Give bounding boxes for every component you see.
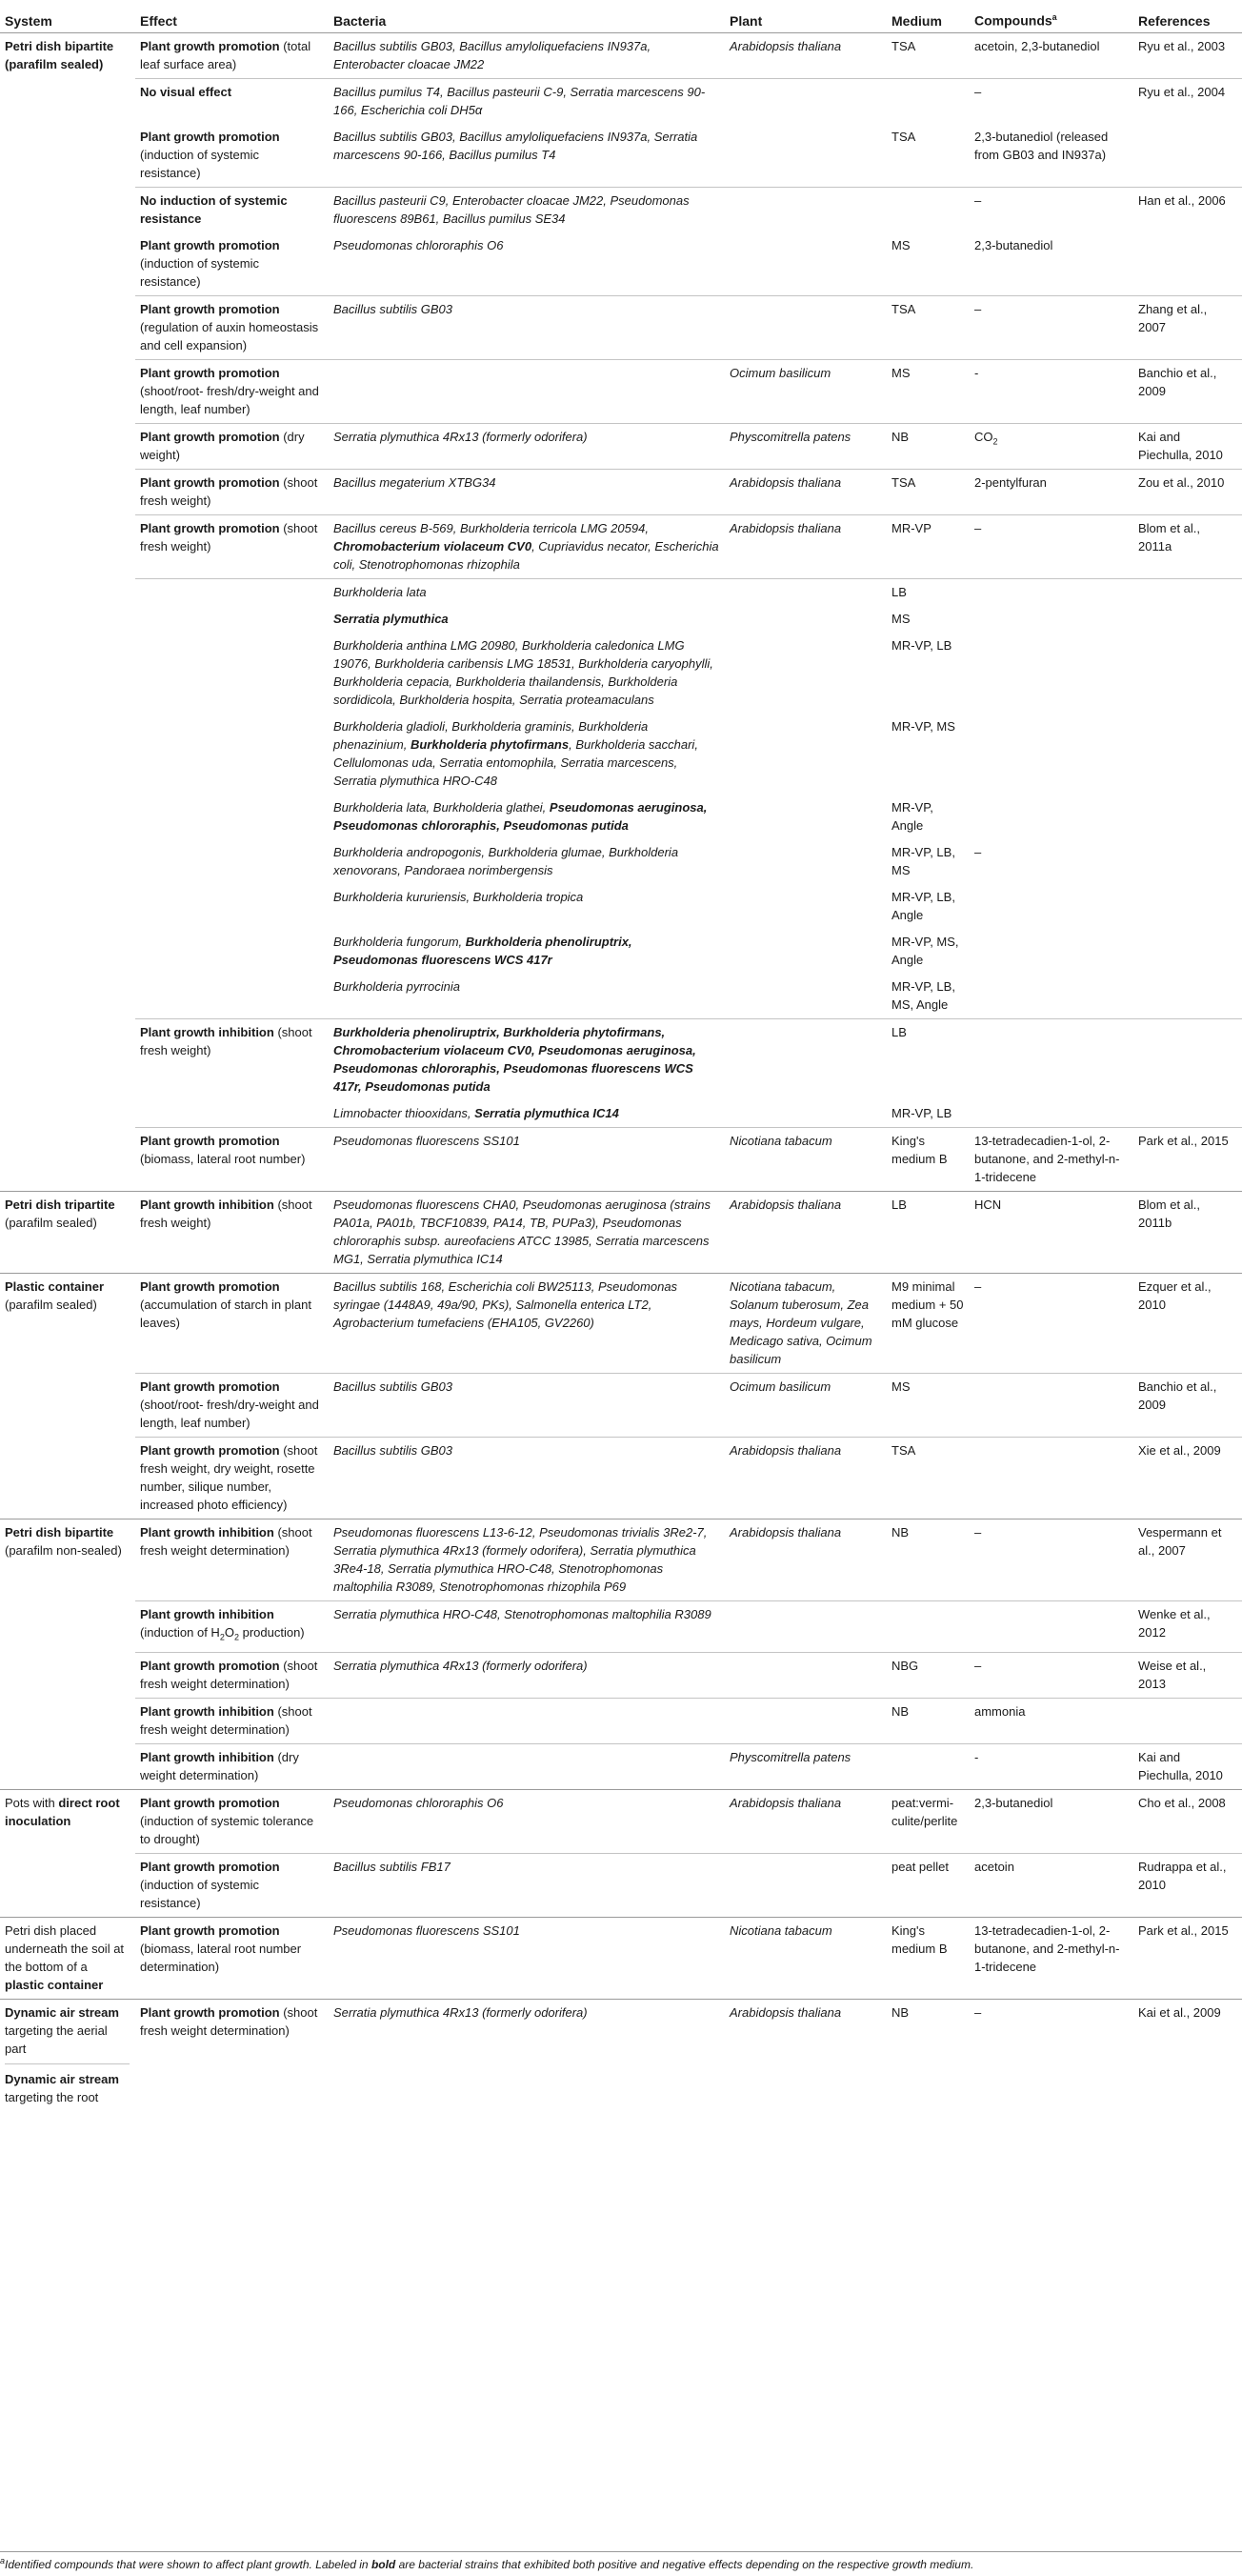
effect-label: Plant growth promotion	[140, 1658, 280, 1673]
header-system: System	[0, 0, 135, 33]
system-label: plastic container	[5, 1977, 104, 1992]
effect-detail: (induction of systemic resistance)	[140, 256, 259, 289]
effect-label: Plant growth inhibition	[140, 1607, 274, 1621]
bacteria-text: Bacillus cereus B-569, Burkholderia terricola LMG 20594,	[333, 521, 649, 535]
system-detail: (parafilm non-sealed)	[5, 1543, 122, 1558]
bacteria-cell: Serratia plymuthica 4Rx13 (formerly odorifera)	[329, 1999, 725, 2111]
compound-text: CO	[974, 430, 993, 444]
plant-cell: Arabidopsis thaliana	[725, 1789, 887, 1853]
effect-cell	[135, 470, 329, 515]
effect-detail: (shoot fresh weight)	[140, 1025, 312, 1057]
effect-label: No visual effect	[140, 85, 232, 99]
reference-cell: Zhang et al., 2007	[1133, 296, 1242, 360]
table-row	[0, 1519, 1242, 1601]
effect-label: Plant growth promotion	[140, 1379, 280, 1394]
system-cell: Petri dish bipartite (parafilm sealed)	[5, 39, 114, 71]
compounds-cell: –	[970, 79, 1133, 125]
effect-label: Plant growth promotion	[140, 1922, 280, 1938]
medium-cell: MR-VP, MS, Angle	[891, 935, 959, 967]
system-cell	[0, 1519, 135, 1601]
table-row	[0, 1438, 1242, 1519]
table-header-row	[0, 0, 1242, 33]
plant-cell: Arabidopsis thaliana	[725, 515, 887, 579]
reference-cell: Kai and Piechulla, 2010	[1133, 1743, 1242, 1789]
effect-label: Plant growth promotion	[140, 1279, 280, 1294]
effect-detail: (biomass, lateral root number)	[140, 1152, 306, 1166]
compounds-cell: 2,3-butanediol (released from GB03 and IN937a)	[974, 130, 1109, 162]
table-row	[0, 1128, 1242, 1192]
effect-cell	[135, 360, 329, 424]
medium-cell: MR-VP, LB	[891, 1106, 952, 1120]
medium-cell: NB	[887, 1698, 970, 1743]
reference-cell: Ezquer et al., 2010	[1133, 1274, 1242, 1374]
system-detail: (parafilm sealed)	[5, 1298, 97, 1312]
header-compounds-sup: a	[1052, 12, 1057, 23]
compounds-cell: –	[970, 296, 1133, 360]
reference-cell: Kai and Piechulla, 2010	[1133, 424, 1242, 470]
effect-label: Plant growth promotion	[140, 238, 280, 252]
table-row	[0, 232, 1242, 296]
effect-label: Plant growth promotion	[140, 130, 280, 144]
table-row	[0, 839, 1242, 884]
compounds-cell: -	[970, 1743, 1133, 1789]
table-row	[0, 795, 1242, 839]
bacteria-cell: Bacillus subtilis FB17	[329, 1853, 725, 1917]
table-row	[0, 1601, 1242, 1653]
bacteria-bold-text: Serratia plymuthica IC14	[474, 1106, 619, 1120]
system-cell	[0, 1192, 135, 1274]
table-row	[0, 1019, 1242, 1101]
effect-detail: (induction of systemic tolerance to drought)	[140, 1813, 314, 1846]
system-label: direct root inoculation	[5, 1795, 120, 1828]
effect-detail: (total leaf surface area)	[140, 39, 311, 71]
effect-label: Plant growth promotion	[140, 2004, 280, 2020]
compounds-cell: 13-tetradecadien-1-ol, 2-butanone, and 2-methyl-n-1-tridecene	[970, 1917, 1133, 1999]
system-detail: targeting the aerial part	[5, 2023, 108, 2056]
system-cell	[0, 1274, 135, 1374]
footnote-text: are bacterial strains that exhibited both positive and negative effects depending on the respective growth medium.	[395, 2558, 974, 2571]
medium-cell: LB	[887, 1192, 970, 1274]
table-row	[0, 714, 1242, 795]
effect-cell	[135, 1601, 329, 1653]
system-subcell	[5, 2070, 130, 2106]
reference-cell: Wenke et al., 2012	[1133, 1601, 1242, 1653]
bacteria-cell: Bacillus subtilis GB03, Bacillus amyloliquefaciens IN937a, Enterobacter cloacae JM22	[333, 39, 651, 71]
effect-detail: (biomass, lateral root number determination)	[140, 1941, 302, 1974]
compounds-cell: acetoin	[970, 1853, 1133, 1917]
bacteria-cell	[329, 1100, 725, 1128]
effect-cell	[135, 1519, 329, 1601]
bacteria-cell: Bacillus megaterium XTBG34	[329, 470, 725, 515]
effect-label: Plant growth promotion	[140, 475, 280, 490]
compounds-cell: –	[974, 845, 982, 859]
compounds-cell: –	[970, 1519, 1133, 1601]
plant-cell: Arabidopsis thaliana	[725, 1519, 887, 1601]
table-row	[0, 1853, 1242, 1917]
header-compounds	[970, 0, 1133, 33]
effect-cell	[135, 79, 329, 125]
compounds-cell: –	[970, 1999, 1133, 2111]
reference-cell: Banchio et al., 2009	[1133, 1374, 1242, 1438]
effect-detail: (shoot fresh weight determination)	[140, 1703, 312, 1737]
table-row	[0, 1652, 1242, 1698]
medium-cell: TSA	[887, 296, 970, 360]
system-detail: Petri dish placed underneath the soil at the bottom of a	[5, 1922, 125, 1974]
system-label: Petri dish tripartite	[5, 1197, 115, 1212]
effect-cell	[135, 1192, 329, 1274]
table-row	[0, 929, 1242, 974]
medium-cell: LB	[887, 1019, 970, 1101]
header-bacteria: Bacteria	[329, 0, 725, 33]
system-cell	[0, 1789, 135, 1853]
reference-cell: Blom et al., 2011b	[1133, 1192, 1242, 1274]
medium-cell: LB	[887, 579, 970, 607]
effect-label: Plant growth promotion	[140, 430, 280, 444]
plant-cell: Ocimum basilicum	[725, 360, 887, 424]
bacteria-cell: Pseudomonas fluorescens SS101	[329, 1917, 725, 1999]
bacteria-cell	[329, 795, 725, 839]
compounds-cell: 2,3-butanediol	[974, 238, 1053, 252]
table-row	[0, 1192, 1242, 1274]
effect-detail: (shoot fresh weight determination)	[140, 1658, 318, 1691]
effect-cell	[135, 232, 329, 296]
medium-cell: peat pellet	[887, 1853, 970, 1917]
medium-cell: MS	[887, 1374, 970, 1438]
table-row	[0, 1743, 1242, 1789]
table-row	[0, 1274, 1242, 1374]
plant-cell: Nicotiana tabacum	[725, 1128, 887, 1192]
system-cell	[0, 1917, 135, 1999]
medium-cell: TSA	[887, 470, 970, 515]
bacteria-bold-text: Pseudomonas aeruginosa, Pseudomonas chlororaphis, Pseudomonas putida	[333, 800, 708, 833]
system-label: Dynamic air stream	[5, 2004, 119, 2020]
effect-cell	[135, 515, 329, 579]
table-row	[0, 124, 1242, 188]
bacteria-cell	[329, 1019, 725, 1101]
compounds-cell: –	[970, 515, 1133, 579]
medium-cell: MR-VP, LB, MS	[891, 845, 955, 877]
bacteria-text: Limnobacter thiooxidans,	[333, 1106, 475, 1120]
reference-cell: Xie et al., 2009	[1133, 1438, 1242, 1519]
effect-detail: (shoot/root- fresh/dry-weight and length, leaf number)	[140, 1398, 319, 1430]
system-subcell	[5, 2003, 130, 2064]
table-row	[0, 188, 1242, 233]
medium-cell: MR-VP, LB	[891, 638, 952, 653]
bacteria-text: , Burkholderia sacchari, Cellulomonas uda, Serratia entomophila, Serratia marcescens, Serratia plymuthica HRO-C48	[333, 737, 698, 788]
effect-cell	[135, 124, 329, 188]
effect-cell	[135, 1789, 329, 1853]
effect-label: Plant growth inhibition	[140, 1525, 274, 1540]
reference-cell: Weise et al., 2013	[1133, 1652, 1242, 1698]
compounds-cell: 2,3-butanediol	[970, 1789, 1133, 1853]
effect-cell	[135, 1652, 329, 1698]
plant-cell: Arabidopsis thaliana	[725, 1438, 887, 1519]
compounds-cell: 2-pentylfuran	[970, 470, 1133, 515]
bacteria-cell: Bacillus subtilis GB03	[329, 296, 725, 360]
system-cell	[0, 1999, 135, 2111]
effect-detail: (shoot fresh weight determination)	[140, 1525, 312, 1558]
effect-detail: (induction of systemic resistance)	[140, 148, 259, 180]
compounds-cell: 13-tetradecadien-1-ol, 2-butanone, and 2-methyl-n-1-tridecene	[970, 1128, 1133, 1192]
reference-cell: Park et al., 2015	[1133, 1128, 1242, 1192]
effect-label: No induction of systemic resistance	[140, 193, 288, 226]
table-row	[0, 1999, 1242, 2111]
effect-cell	[135, 1999, 329, 2111]
effect-detail: (dry weight)	[140, 430, 305, 462]
header-effect: Effect	[135, 0, 329, 33]
medium-cell: MS	[887, 360, 970, 424]
header-compounds-label: Compounds	[974, 13, 1052, 29]
plant-cell: Arabidopsis thaliana	[725, 470, 887, 515]
medium-cell: peat:vermi-culite/perlite	[887, 1789, 970, 1853]
medium-cell: NBG	[887, 1652, 970, 1698]
reference-cell: Blom et al., 2011a	[1133, 515, 1242, 579]
bacteria-cell	[329, 929, 725, 974]
effect-cell	[135, 188, 329, 233]
effect-subscript: 2	[233, 1632, 239, 1642]
plant-cell: Nicotiana tabacum	[725, 1917, 887, 1999]
effect-cell	[135, 33, 329, 79]
bacteria-text: Burkholderia lata, Burkholderia glathei,	[333, 800, 550, 815]
table-row	[0, 1698, 1242, 1743]
medium-cell: MS	[891, 612, 911, 626]
effect-cell	[135, 1274, 329, 1374]
reference-cell: Cho et al., 2008	[1133, 1789, 1242, 1853]
bacteria-text: Burkholderia fungorum,	[333, 935, 466, 949]
system-detail: targeting the root	[5, 2089, 99, 2104]
reference-cell: Vespermann et al., 2007	[1133, 1519, 1242, 1601]
effect-detail: (accumulation of starch in plant leaves)	[140, 1298, 311, 1330]
bacteria-cell: Bacillus pumilus T4, Bacillus pasteurii C-9, Serratia marcescens 90-166, Escherichia coli DH5α	[329, 79, 725, 125]
bacteria-text: , Cupriavidus necator, Escherichia coli, Stenotrophomonas rhizophila	[333, 539, 719, 572]
plant-cell: Physcomitrella patens	[725, 1743, 887, 1789]
effect-detail: production)	[238, 1625, 305, 1640]
effect-detail: (shoot/root- fresh/dry-weight and length, leaf number)	[140, 384, 319, 416]
effect-label: Plant growth promotion	[140, 1795, 280, 1810]
header-plant: Plant	[725, 0, 887, 33]
effect-label: Plant growth promotion	[140, 1859, 280, 1874]
compounds-cell: –	[970, 1274, 1133, 1374]
medium-cell: King's medium B	[887, 1917, 970, 1999]
table-footnote	[0, 2551, 1242, 2571]
compounds-cell: HCN	[970, 1192, 1133, 1274]
bacteria-bold-text: Burkholderia phenoliruptrix, Pseudomonas fluorescens WCS 417r	[333, 935, 632, 967]
bacteria-cell: Burkholderia lata	[329, 579, 725, 607]
effect-detail: (shoot fresh weight)	[140, 1197, 312, 1230]
bacteria-cell: Burkholderia andropogonis, Burkholderia glumae, Burkholderia xenovorans, Pandoraea norimbergensis	[333, 845, 679, 877]
effect-label: Plant growth promotion	[140, 366, 280, 380]
table-row	[0, 1374, 1242, 1438]
medium-cell: M9 minimal medium + 50 mM glucose	[887, 1274, 970, 1374]
medium-cell: MS	[891, 238, 911, 252]
plant-cell: Arabidopsis thaliana	[725, 1192, 887, 1274]
compounds-cell	[970, 424, 1133, 470]
table-row	[0, 515, 1242, 579]
plant-cell: Physcomitrella patens	[725, 424, 887, 470]
system-detail: Pots with	[5, 1795, 59, 1810]
system-label: Petri dish bipartite	[5, 1525, 114, 1540]
bacteria-cell: Burkholderia kururiensis, Burkholderia tropica	[333, 890, 584, 904]
header-references: References	[1133, 0, 1242, 33]
footnote-marker: a	[0, 2556, 6, 2566]
effect-detail: (shoot fresh weight)	[140, 521, 318, 553]
reference-cell: Han et al., 2006	[1133, 188, 1242, 233]
table-row	[0, 1100, 1242, 1128]
bacteria-text: Burkholderia gladioli, Burkholderia graminis, Burkholderia phenazinium,	[333, 719, 649, 752]
bacteria-cell: Serratia plymuthica 4Rx13 (formerly odorifera)	[329, 424, 725, 470]
effect-detail: (regulation of auxin homeostasis and cell expansion)	[140, 320, 319, 352]
effect-detail: (induction of systemic resistance)	[140, 1877, 259, 1910]
bacteria-cell: Burkholderia anthina LMG 20980, Burkholderia caledonica LMG 19076, Burkholderia caribensis LMG 18531, Burkholderia caryophylli, Burkholderia cepacia, Burkholderia thailandensis, Burkholderia sordidicola, Burkholderia hospita, Serratia proteamaculans	[333, 638, 713, 707]
effect-label: Plant growth inhibition	[140, 1197, 274, 1212]
medium-cell: MR-VP, Angle	[891, 800, 933, 833]
reference-cell: Banchio et al., 2009	[1133, 360, 1242, 424]
effect-cell	[135, 1019, 329, 1101]
compounds-cell: -	[970, 360, 1133, 424]
plant-cell: Arabidopsis thaliana	[730, 39, 842, 53]
bacteria-cell	[329, 714, 725, 795]
bacteria-bold-text: Chromobacterium violaceum CV0	[333, 539, 532, 553]
header-medium: Medium	[887, 0, 970, 33]
bacteria-cell: Pseudomonas fluorescens SS101	[329, 1128, 725, 1192]
bacteria-cell: Bacillus subtilis GB03, Bacillus amyloliquefaciens IN937a, Serratia marcescens 90-166, Bacillus pumilus T4	[333, 130, 698, 162]
compounds-cell: acetoin, 2,3-butanediol	[974, 39, 1100, 53]
reference-cell: Ryu et al., 2003	[1138, 39, 1226, 53]
effect-label: Plant growth promotion	[140, 302, 280, 316]
effect-cell	[135, 296, 329, 360]
reference-cell: Rudrappa et al., 2010	[1133, 1853, 1242, 1917]
table-row	[0, 1789, 1242, 1853]
bacteria-cell: Bacillus pasteurii C9, Enterobacter cloacae JM22, Pseudomonas fluorescens 89B61, Bacillus pumilus SE34	[329, 188, 725, 233]
effect-detail: (shoot fresh weight determination)	[140, 2004, 318, 2038]
effect-detail: (dry weight determination)	[140, 1749, 299, 1782]
bacteria-cell: Serratia plymuthica HRO-C48, Stenotrophomonas maltophilia R3089	[329, 1601, 725, 1653]
medium-cell: TSA	[891, 130, 916, 144]
medium-cell: NB	[887, 1519, 970, 1601]
compounds-cell: –	[970, 188, 1133, 233]
compound-subscript: 2	[992, 436, 998, 447]
table-row	[0, 296, 1242, 360]
bacteria-bold-text: Serratia plymuthica	[333, 612, 449, 626]
effect-label: Plant growth promotion	[140, 521, 280, 535]
medium-cell: NB	[887, 1999, 970, 2111]
compounds-cell: –	[970, 1652, 1133, 1698]
effect-label: Plant growth inhibition	[140, 1749, 274, 1764]
effect-detail: O	[224, 1625, 234, 1640]
system-label: Dynamic air stream	[5, 2071, 119, 2086]
effect-label: Plant growth inhibition	[140, 1025, 274, 1039]
table-row	[0, 424, 1242, 470]
bacteria-bold-text: Burkholderia phytofirmans	[410, 737, 570, 752]
effect-label: Plant growth promotion	[140, 1134, 280, 1148]
bacteria-cell: Bacillus subtilis 168, Escherichia coli BW25113, Pseudomonas syringae (1448A9, 49a/90, PKs), Salmonella enterica LT2, Agrobacterium tumefaciens (EHA105, GV2260)	[329, 1274, 725, 1374]
medium-cell: MR-VP, LB, Angle	[891, 890, 955, 922]
bacteria-cell: Burkholderia pyrrocinia	[333, 979, 460, 994]
effect-cell	[135, 1917, 329, 1999]
effect-cell	[135, 1698, 329, 1743]
table-row	[0, 1917, 1242, 1999]
reference-cell: Kai et al., 2009	[1133, 1999, 1242, 2111]
bacteria-cell	[329, 515, 725, 579]
effect-cell	[135, 1374, 329, 1438]
reference-cell: Ryu et al., 2004	[1133, 79, 1242, 125]
effect-label: Plant growth inhibition	[140, 1703, 274, 1719]
plant-cell: Nicotiana tabacum, Solanum tuberosum, Zea mays, Hordeum vulgare, Medicago sativa, Ocimum basilicum	[725, 1274, 887, 1374]
table-row	[0, 470, 1242, 515]
medium-cell: MR-VP, LB, MS, Angle	[891, 979, 955, 1012]
plant-cell: Arabidopsis thaliana	[725, 1999, 887, 2111]
effect-subscript: 2	[219, 1632, 225, 1642]
bacteria-cell: Bacillus subtilis GB03	[329, 1438, 725, 1519]
bacteria-cell	[329, 606, 725, 633]
footnote-bold-word: bold	[371, 2558, 396, 2571]
bacteria-cell: Pseudomonas fluorescens L13-6-12, Pseudomonas trivialis 3Re2-7, Serratia plymuthica 4Rx13 (formely odorifera), Serratia plymuthica 3Re4-18, Serratia plymuthica HRO-C48, Stenotrophomonas maltophilia R3089, Stenotrophomonas rhizophila P69	[329, 1519, 725, 1601]
table-row	[0, 579, 1242, 607]
effect-cell	[135, 1853, 329, 1917]
reference-cell: Zou et al., 2010	[1133, 470, 1242, 515]
bacteria-cell: Pseudomonas fluorescens CHA0, Pseudomonas aeruginosa (strains PA01a, PA01b, TBCF10839, PA14, TB, PUPa3), Pseudomonas chlororaphis subsp. aureofaciens ATCC 13985, Serratia marcescens MG1, Serratia plymuthica IC14	[329, 1192, 725, 1274]
table-row	[0, 360, 1242, 424]
medium-cell: King's medium B	[887, 1128, 970, 1192]
bacteria-cell: Bacillus subtilis GB03	[329, 1374, 725, 1438]
medium-cell: NB	[887, 424, 970, 470]
medium-cell: TSA	[887, 1438, 970, 1519]
footnote-text: Identified compounds that were shown to affect plant growth. Labeled in	[5, 2558, 371, 2571]
medium-cell: MR-VP	[887, 515, 970, 579]
table-row	[0, 633, 1242, 714]
table-row	[0, 884, 1242, 929]
reference-cell: Park et al., 2015	[1133, 1917, 1242, 1999]
effect-detail: (induction of H	[140, 1625, 220, 1640]
effect-cell	[135, 1128, 329, 1192]
bacteria-cell: Pseudomonas chlororaphis O6	[329, 1789, 725, 1853]
bacteria-cell: Serratia plymuthica 4Rx13 (formerly odorifera)	[329, 1652, 725, 1698]
bacteria-bold-text: Burkholderia phenoliruptrix, Burkholderia phytofirmans, Chromobacterium violaceum CV0, Pseudomonas aeruginosa, Pseudomonas chlororaphis, Pseudomonas fluorescens WCS 417r, Pseudomonas putida	[333, 1025, 696, 1094]
table-row	[0, 974, 1242, 1019]
system-label: Plastic container	[5, 1279, 105, 1294]
medium-cell: TSA	[891, 39, 916, 53]
effect-cell	[135, 1743, 329, 1789]
effect-cell	[135, 1438, 329, 1519]
effect-label: Plant growth promotion	[140, 1443, 280, 1458]
compounds-cell: ammonia	[970, 1698, 1133, 1743]
system-detail: (parafilm sealed)	[5, 1216, 97, 1230]
table-row	[0, 33, 1242, 79]
table-row	[0, 606, 1242, 633]
effect-cell	[135, 424, 329, 470]
bacteria-cell: Pseudomonas chlororaphis O6	[333, 238, 504, 252]
plant-cell: Ocimum basilicum	[725, 1374, 887, 1438]
effect-label: Plant growth promotion	[140, 39, 280, 53]
effect-detail: (shoot fresh weight)	[140, 475, 318, 508]
effect-detail: (shoot fresh weight, dry weight, rosette number, silique number, increased photo efficiency)	[140, 1443, 318, 1512]
medium-cell: MR-VP, MS	[891, 719, 955, 734]
table-row	[0, 79, 1242, 125]
